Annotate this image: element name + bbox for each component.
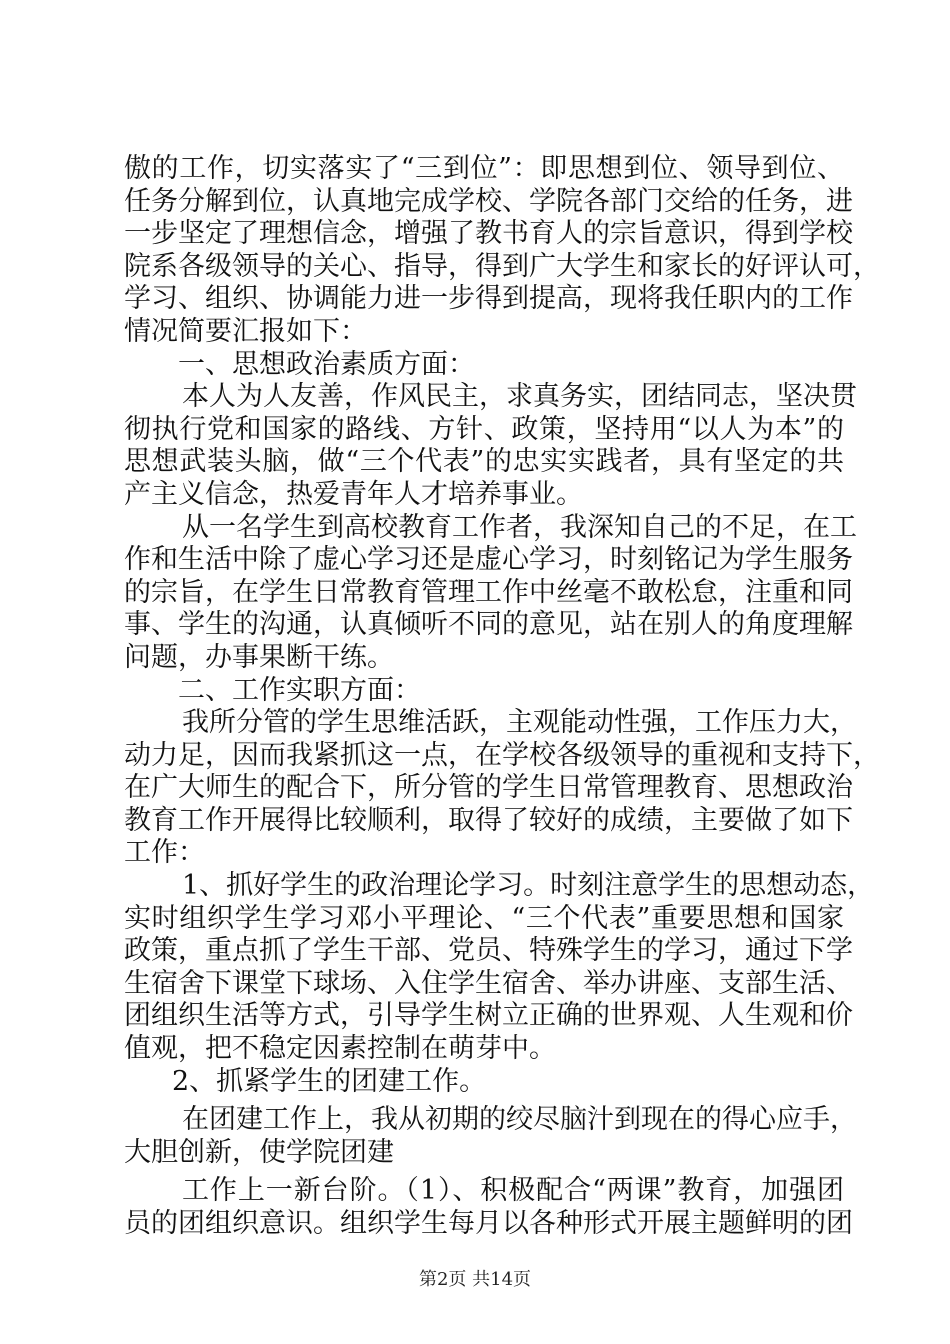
text-line: 我所分管的学生思维活跃，主观能动性强，工作压力大， bbox=[182, 707, 857, 739]
text-line: 实时组织学生学习邓小平理论、“三个代表”重要思想和国家 bbox=[124, 902, 844, 934]
text-line: 的宗旨，在学生日常教育管理工作中丝毫不敢松怠，注重和同 bbox=[124, 576, 853, 608]
text-line: 院系各级领导的关心、指导，得到广大学生和家长的好评认可， bbox=[124, 250, 880, 282]
text-line: 彻执行党和国家的路线、方针、政策，坚持用“以人为本”的 bbox=[124, 413, 844, 445]
text-line: 教育工作开展得比较顺利，取得了较好的成绩，主要做了如下 bbox=[124, 804, 853, 836]
text-line: 任务分解到位，认真地完成学校、学院各部门交给的任务，进 bbox=[124, 185, 853, 217]
section-heading: 二、工作实职方面： bbox=[178, 674, 421, 706]
text-line: 工作： bbox=[124, 837, 205, 869]
document-body bbox=[124, 153, 880, 1241]
text-line: 值观，把不稳定因素控制在萌芽中。 bbox=[124, 1033, 556, 1065]
text-line: 在广大师生的配合下，所分管的学生日常管理教育、思想政治 bbox=[124, 772, 853, 804]
text-line: 本人为人友善，作风民主，求真务实，团结同志，坚决贯 bbox=[182, 381, 857, 413]
text-line: 事、学生的沟通，认真倾听不同的意见，站在别人的角度理解 bbox=[124, 609, 853, 641]
text-line: 1、抓好学生的政治理论学习。时刻注意学生的思想动态， bbox=[182, 870, 875, 902]
text-line: 生宿舍下课堂下球场、入住学生宿舍、举办讲座、支部生活、 bbox=[124, 967, 853, 999]
text-line: 学习、组织、协调能力进一步得到提高，现将我任职内的工作 bbox=[124, 283, 853, 315]
text-line: 在团建工作上，我从初期的绞尽脑汁到现在的得心应手， bbox=[182, 1104, 857, 1136]
text-line: 思想武装头脑，做“三个代表”的忠实实践者，具有坚定的共 bbox=[124, 446, 844, 478]
section-heading: 2、抓紧学生的团建工作。 bbox=[172, 1065, 487, 1097]
text-line: 工作上一新台阶。（1）、积极配合“两课”教育，加强团 bbox=[182, 1175, 844, 1207]
text-line: 一步坚定了理想信念，增强了教书育人的宗旨意识，得到学校 bbox=[124, 218, 853, 250]
text-line: 团组织生活等方式，引导学生树立正确的世界观、人生观和价 bbox=[124, 1000, 853, 1032]
text-line: 动力足，因而我紧抓这一点，在学校各级领导的重视和支持下， bbox=[124, 739, 880, 771]
text-line: 作和生活中除了虚心学习还是虚心学习，时刻铭记为学生服务 bbox=[124, 544, 853, 576]
section-heading: 一、思想政治素质方面： bbox=[178, 348, 475, 380]
text-line: 员的团组织意识。组织学生每月以各种形式开展主题鲜明的团 bbox=[124, 1208, 853, 1239]
text-line: 情况简要汇报如下： bbox=[124, 315, 367, 347]
text-line: 傲的工作，切实落实了“三到位”：即思想到位、领导到位、 bbox=[124, 153, 844, 184]
text-line: 产主义信念，热爱青年人才培养事业。 bbox=[124, 478, 583, 510]
page-number-footer: 第2页 共14页 bbox=[418, 1269, 532, 1290]
text-line: 大胆创新，使学院团建 bbox=[124, 1136, 394, 1168]
text-line: 政策，重点抓了学生干部、党员、特殊学生的学习，通过下学 bbox=[124, 935, 853, 967]
text-line: 从一名学生到高校教育工作者，我深知自己的不足，在工 bbox=[182, 511, 857, 543]
text-line: 问题，办事果断干练。 bbox=[124, 641, 394, 673]
